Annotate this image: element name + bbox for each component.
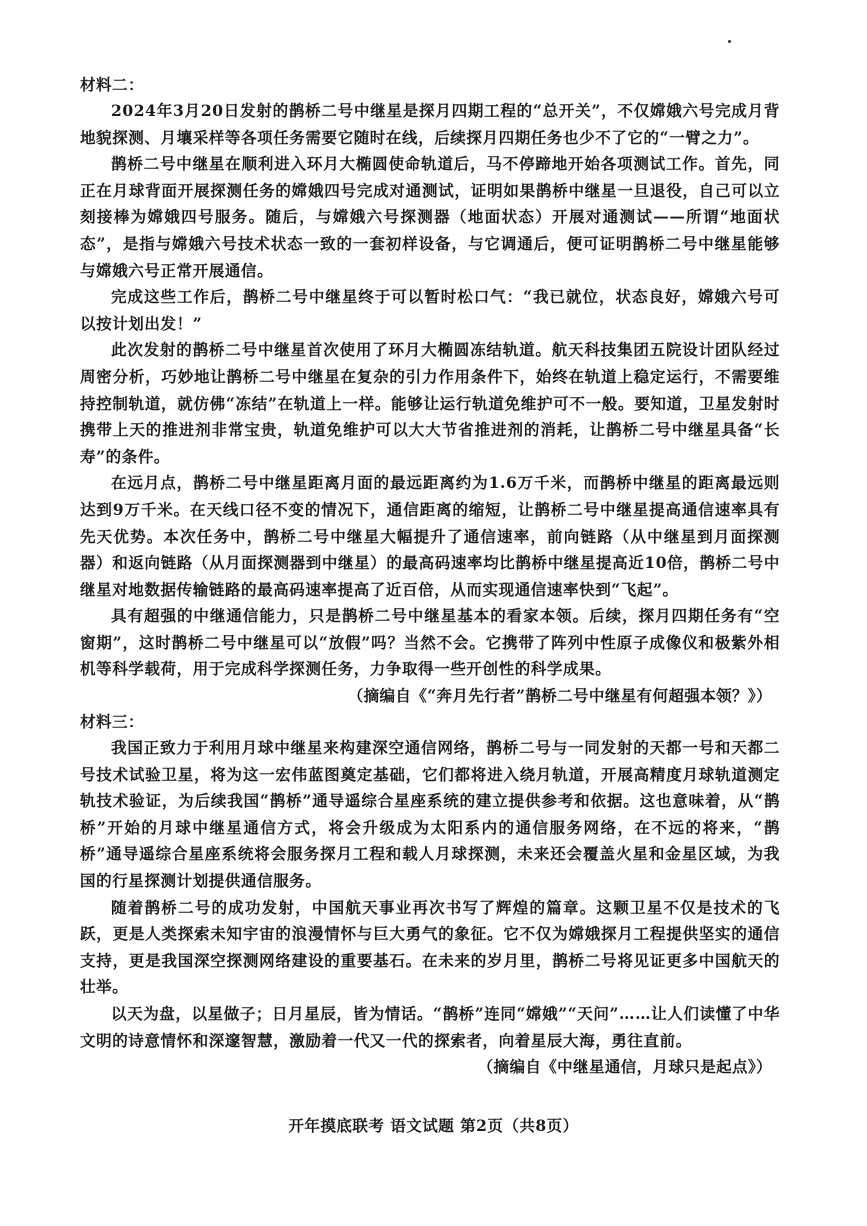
- material3-source: （摘编自《中继星通信，月球只是起点》）: [477, 1057, 772, 1077]
- material3-heading: 材料三：: [80, 712, 145, 732]
- page-footer: 开年摸底联考 语文试题 第2页（共8页）: [288, 1116, 579, 1135]
- material2-heading: 材料二：: [80, 75, 145, 94]
- material2-paragraph-6: 具有超强的中继通信能力，只是鹊桥二号中继星基本的看家本领。后续，探月四期任务有“空窗期”，这时鹊桥二号中继星可以“放假”吗？当然不会。它携带了阵列中性原子成像仪和极紫外相机等科学载荷，用于完成科学探测任务，力争取得一些开创性的科学成果。: [80, 606, 780, 679]
- material2-source: （摘编自《“奔月先行者”鹊桥二号中继星有何超强本领？》）: [347, 686, 772, 706]
- material2-paragraph-2: 鹊桥二号中继星在顺利进入环月大椭圆使命轨道后，马不停蹄地开始各项测试工作。首先，同正在月球背面开展探测任务的嫦娥四号完成对通测试，证明如果鹊桥中继星一旦退役，自己可以立刻接棒为嫦娥四号服务。随后，与嫦娥六号探测器（地面状态）开展对通测试——所谓“地面状态”，是指与嫦娥六号技术状态一致的一套初样设备，与它调通后，便可证明鹊桥二号中继星能够与嫦娥六号正常开展通信。: [80, 154, 780, 280]
- material3-paragraph-3: 以天为盘，以星做子；日月星辰，皆为情话。“鹊桥”连同“嫦娥”“天问”……让人们读懂了中华文明的诗意情怀和深邃智慧，激励着一代又一代的探索者，向着星辰大海，勇往直前。: [80, 1004, 780, 1050]
- document-body: [80, 72, 780, 1080]
- material2-paragraph-3: 完成这些工作后，鹊桥二号中继星终于可以暂时松口气：“我已就位，状态良好，嫦娥六号可以按计划出发！”: [80, 287, 780, 333]
- scan-mark: [728, 40, 731, 43]
- material2-paragraph-4: 此次发射的鹊桥二号中继星首次使用了环月大椭圆冻结轨道。航天科技集团五院设计团队经过周密分析，巧妙地让鹊桥二号中继星在复杂的引力作用条件下，始终在轨道上稳定运行，不需要维持控制轨道，就仿佛“冻结”在轨道上一样。能够让运行轨道免维护可不一般。要知道，卫星发射时携带上天的推进剂非常宝贵，轨道免维护可以大大节省推进剂的消耗，让鹊桥二号中继星具备“长寿”的条件。: [80, 340, 780, 466]
- material3-paragraph-1: 我国正致力于利用月球中继星来构建深空通信网络，鹊桥二号与一同发射的天都一号和天都二号技术试验卫星，将为这一宏伟蓝图奠定基础，它们都将进入绕月轨道，开展高精度月球轨道测定轨技术验证，为后续我国“鹊桥”通导遥综合星座系统的建立提供参考和依据。这也意味着，从“鹊桥”开始的月球中继星通信方式，将会升级成为太阳系内的通信服务网络，在不远的将来，“鹊桥”通导遥综合星座系统将会服务探月工程和载人月球探测，未来还会覆盖火星和金星区域，为我国的行星探测计划提供通信服务。: [80, 738, 780, 891]
- material2-paragraph-5: 在远月点，鹊桥二号中继星距离月面的最远距离约为1.6万千米，而鹊桥中继星的距离最远则达到9万千米。在天线口径不变的情况下，通信距离的缩短，让鹊桥二号中继星提高通信速率具有先天优势。本次任务中，鹊桥二号中继星大幅提升了通信速率，前向链路（从中继星到月面探测器）和返向链路（从月面探测器到中继星）的最高码速率均比鹊桥中继星提高近10倍，鹊桥二号中继星对地数据传输链路的最高码速率提高了近百倍，从而实现通信速率快到“飞起”。: [80, 473, 780, 599]
- material3-paragraph-2: 随着鹊桥二号的成功发射，中国航天事业再次书写了辉煌的篇章。这颗卫星不仅是技术的飞跃，更是人类探索未知宇宙的浪漫情怀与巨大勇气的象征。它不仅为嫦娥探月工程提供坚实的通信支持，更是我国深空探测网络建设的重要基石。在未来的岁月里，鹊桥二号将见证更多中国航天的壮举。: [80, 897, 780, 997]
- material2-paragraph-1: 2024年3月20日发射的鹊桥二号中继星是探月四期工程的“总开关”，不仅嫦娥六号完成月背地貌探测、月壤采样等各项任务需要它随时在线，后续探月四期任务也少不了它的“一臂之力”。: [80, 101, 780, 147]
